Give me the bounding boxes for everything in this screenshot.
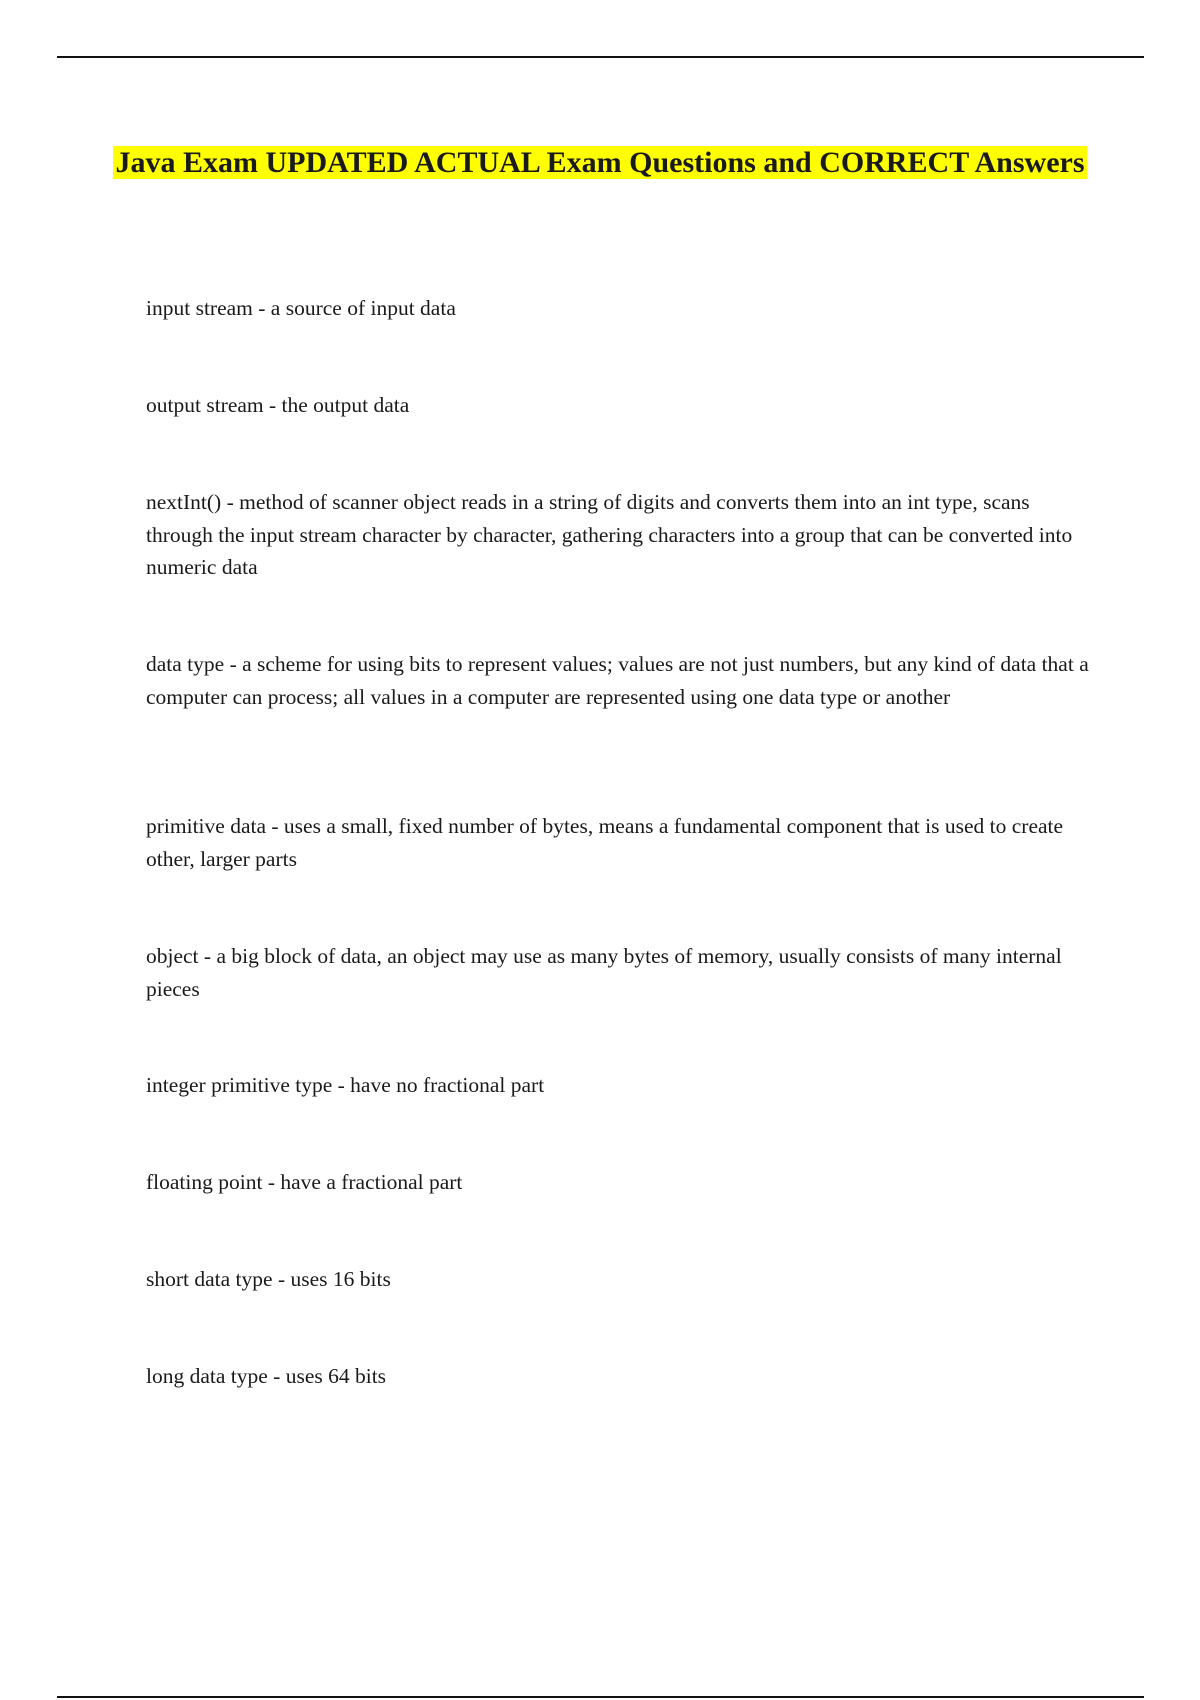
entry-short-data-type: short data type - uses 16 bits xyxy=(146,1267,391,1291)
entry-input-stream: input stream - a source of input data xyxy=(146,296,456,320)
entry-object: object - a big block of data, an object may use as many bytes of memory, usually consists of many internal pieces xyxy=(146,944,1062,1001)
entry-floating-point: floating point - have a fractional part xyxy=(146,1170,463,1194)
entry-long-data-type: long data type - uses 64 bits xyxy=(146,1364,387,1388)
entry-data-type: data type - a scheme for using bits to represent values; values are not just numbers, but any kind of data that a computer can process; all values in a computer are represented using one data type or another xyxy=(146,652,1089,709)
page-title xyxy=(100,142,1100,184)
entry-integer-primitive-type: integer primitive type - have no fractional part xyxy=(146,1073,545,1097)
entry-output-stream: output stream - the output data xyxy=(146,393,410,417)
bottom-rule xyxy=(57,1696,1144,1698)
title-highlight: Java Exam UPDATED ACTUAL Exam Questions and CORRECT Answers xyxy=(115,146,1085,179)
top-rule xyxy=(57,56,1144,58)
entry-nextint: nextInt() - method of scanner object reads in a string of digits and converts them into an int type, scans through the input stream character by character, gathering characters into a group that can be converted into numeric data xyxy=(146,490,1073,579)
entry-primitive-data: primitive data - uses a small, fixed number of bytes, means a fundamental component that is used to create other, larger parts xyxy=(146,814,1064,871)
